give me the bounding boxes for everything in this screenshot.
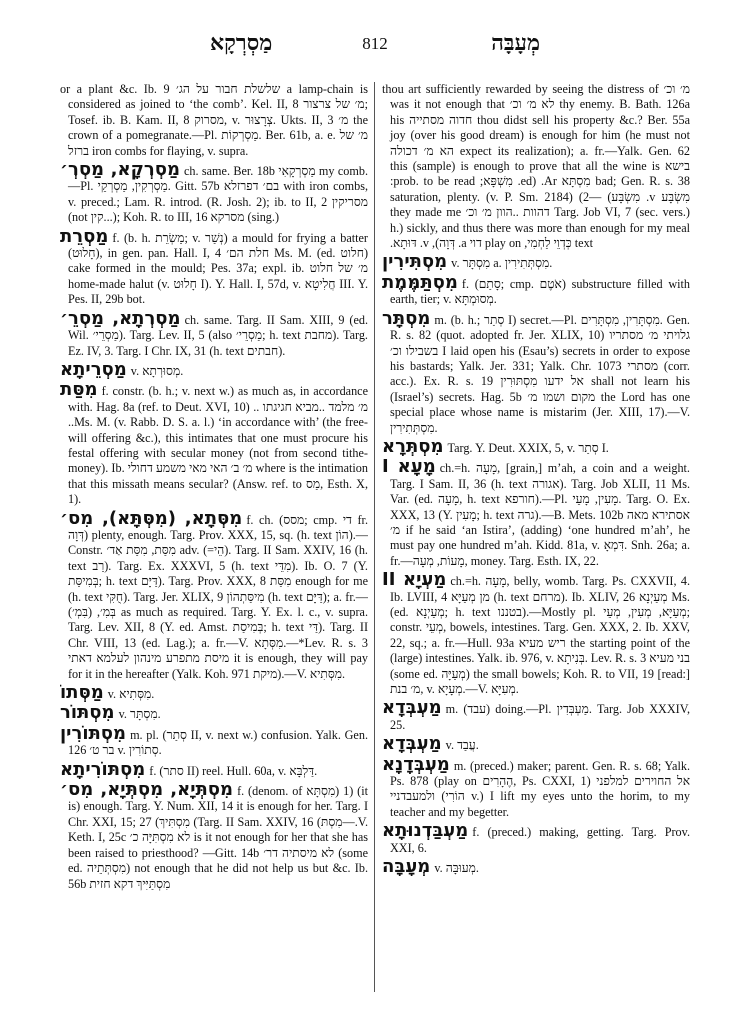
dictionary-entry xyxy=(382,753,690,821)
entry-headword: מָעָא I xyxy=(382,456,436,478)
entry-headword: מַעְבְּדָנָא xyxy=(382,753,450,775)
entry-text: ch. same. Ber. 18b מַסְרְקָאִי my comb.—Pl. מַסְרְקִין, מַסְרְקֵי. Gitt. 57b בם׳ דפרזלא with iron combs, v. preced.; Lam. R. introd. (R. Josh. 2); ib. to II, 2 מסריקין (not קין...); Koh. R. to III, 16 מסרקא (sing.) xyxy=(68,164,368,225)
entry-headword: מִסְתְּרָא xyxy=(382,435,444,457)
entry-headword: מִסְתּוֹרִין xyxy=(60,722,127,744)
entry-headword: מַעְבְּדָא xyxy=(382,733,442,755)
running-head-left: מַסְרְקָא xyxy=(210,30,273,56)
dictionary-entry xyxy=(60,507,368,682)
entry-headword: מִסְתַּמֶּמֶת xyxy=(382,271,458,293)
entry-headword: מִסְתּוֹר xyxy=(60,702,115,724)
entry-text: v. מִסְּתִיא. xyxy=(107,687,155,702)
entry-text: m. (עבד) doing.—Pl. מַעְבְּדִין. Targ. Job XXXIV, 25. xyxy=(390,702,690,732)
dictionary-entry xyxy=(60,722,368,759)
entry-text: f. constr. (b. h.; v. next w.) as much as, in accordance with. Hag. 8a (ref. to Deut. XVI, 10) .. מ׳ מלמד ..מביא חגיגתו ..Ms. M. (v. Rabb. D. S. a. l.) ‘in accordance with’ (the free-will offering &c.), this intimates that one must procure his festal offering with secular money (not from second tithe-money). Ib. מ׳ ב׳ האי מאי משמע דחולי where is the intimation that this missath means secular? (Answ. ref. to מַס, Esth. X, 1). xyxy=(68,384,368,507)
entry-headword: מַעְבַּדְנוּתָא xyxy=(382,820,469,842)
dictionary-entry xyxy=(382,251,690,273)
dictionary-entry xyxy=(60,682,368,704)
dictionary-entry xyxy=(382,435,690,457)
entry-headword: מַסְּתוֹ xyxy=(60,682,104,704)
entry-text: ch. same. Targ. II Sam. XIII, 9 (ed. Wil. מַסְרֵי׳). Targ. Lev. II, 5 (also מַסְרֵי׳; h. text מחבת). Targ. Ez. IV, 3. Targ. I Chr. IX, 31 (h. text חבתים). xyxy=(68,312,368,358)
entry-text: ch.=h. מָעָה, belly, womb. Targ. Ps. CXXVII, 4. Ib. LVIII, 4 מן מְעַיָּא (h. text מרחם). Ib. XLIV, 26 מְעַיְנָא Ms. (ed. מְעַיְנָא; h. text בטננו).—Mostly pl. מְעַיָּא, מְעִין, מְעֵי; constr. מְעֵי, bowels, intestines. Targ. Gen. XXX, 2. Ib. XXV, 22, sq.; a. fr.—Hull. 93a ריש מעיא the starting point of the (large) intestines. Yalk. ib. 976, v. בְּנִיתָא. Lev. R. s. 3 בני מעיא (some ed. מְעַיָּה) the small bowels; Koh. R. to VII, 19 [read:] מ׳ בנת, v. מְעָיָא.—V. מְעִיָּא. xyxy=(390,574,690,697)
entry-headword: מְעָבָּה xyxy=(382,856,431,878)
dictionary-entry xyxy=(382,820,690,856)
entry-text: f. (סָתַם; cmp. אֹטֶם) substructure filled with earth, tier; v. מְסוּמְתָּא. xyxy=(390,276,690,307)
dictionary-entry xyxy=(382,697,690,733)
dictionary-entry xyxy=(382,856,690,878)
dictionary-entry xyxy=(60,379,368,507)
dictionary-entry xyxy=(60,82,368,159)
entry-text: v. מִסְתָּר a. מִסְתְּתִירִין. xyxy=(451,256,553,271)
entry-text: f. (denom. of מִסְתָּא) 1) (it is) enough. Targ. Y. Num. XII, 14 it is enough for her. Targ. I Chr. XXI, 15; 27 (מִסְתִּיךְ (Targ. II Sam. XXIV, 16 (מִסְתּ—.V. Keth. I, 25c לא מִסְתִּיָּה כ׳ is it not enough for her that she has been raised to priesthood? —Gitt. 14b לא מיסתיה דר׳ (some ed. מִסְתְּתֵיה) not enough that he did not help us but &c. Ib. 56b מִסְתַּיִּיךְ דקא חזית xyxy=(68,784,368,891)
entry-headword: מִסְּתָא, (מִסְּתָּא), מִס׳ xyxy=(60,507,243,529)
entry-text: v. עֲבַד. xyxy=(445,738,479,753)
entry-text: Targ. Y. Deut. XXIX, 5, v. סְתַר I. xyxy=(447,440,609,455)
entry-headword: מַסְרֵת xyxy=(60,225,109,247)
dictionary-entry xyxy=(60,358,368,380)
entry-text: ch.=h. מָעָה, [grain,] m’ah, a coin and a weight. Targ. I Sam. II, 36 (h. text אגורה). Targ. Job XLII, 11 Ms. Var. (ed. מָעָה, h. text חורפא).—Pl. מָעִין, מָעֵי. Targ. O. Ex. XXX, 13 (Y. מָעִין; h. text גרה).—B. Mets. 102b אסתירא מאה מ׳ if he said ‘an Istira’, (adding) ‘one hundred m’ah’, he must pay one hundred m’ah. Kidd. 81a, v. דִּמְאָ. Snh. 26a; a. fr.—מָעוֹת, מְעָה, money. Targ. Esth. IX, 22. xyxy=(390,461,690,568)
entry-text: v. מְסוּרְתָא. xyxy=(130,363,184,378)
left-column xyxy=(60,82,368,998)
entry-headword: מִסְתְּיָא, מִסְתְּיָא, מִס׳ xyxy=(60,779,234,801)
entry-text: m. (b. h.; סְתַר I) secret.—Pl. מִסְתָּרִין, מִסְתָּרִים. Gen. R. s. 82 (quot. adopted fr. Jer. XLIX, 10) גלויתי מ׳ מסתריו בשבילו וכ׳ I laid open his (Esau’s) secrets in order to expose his bastards; Yalk. Jer. 331; Yalk. Chr. 1073 מסתרי (corr. acc.). Ex. R. s. 19 אל ידעו מִסְתּוּרִין shall not learn his (Israel’s) secrets. Hag. 5b מקום ושמו מ׳ the Lord has one special place whose name is mistarim (Jer. XIII, 17).—V. מִסְתְּתִירִין. xyxy=(390,312,690,435)
entry-text: f. (preced.) making, getting. Targ. Prov. XXI, 6. xyxy=(390,825,690,855)
page-number: 812 xyxy=(362,34,388,53)
entry-headword: מַסְרְתָא, מַסְרֵ׳ xyxy=(60,307,181,329)
entry-text: f. (b. h. מַשְׂרֵת; v. נְשַׁר) a mould for frying a batter (חָלוּט), in gen. pan. Hall. I, 4 חלת הם׳ Ms. M. (ed. חלוט) cake formed in the mould; Pes. 37a; expl. ib. מ׳ של חלוט home-made halut (v. חָלוּט I). Y. Hall. I, 57d, v. חֲלִיטָא III. Y. Pes. II, 29b bot. xyxy=(68,230,368,307)
right-column xyxy=(382,82,690,998)
entry-text: v. מִסְתָּר. xyxy=(118,707,161,722)
entry-headword: מִסַּת xyxy=(60,379,98,401)
entry-headword: מִסְתִּירִין xyxy=(382,251,448,273)
dictionary-entry xyxy=(60,779,368,892)
running-head-right: מְעָבָּה xyxy=(491,30,540,56)
page-header xyxy=(60,30,690,66)
dictionary-entry xyxy=(60,225,368,308)
dictionary-entry xyxy=(60,702,368,724)
dictionary-entry xyxy=(60,307,368,359)
dictionary-entry xyxy=(382,82,690,251)
entry-text: f. ch. (מסס; cmp. די fr. דְּוָה) plenty, enough. Targ. Prov. XXX, 15, sq. (h. text הוֹן).—Constr. מִסַּת, מִסַּת אַד׳ adv. (=הֵי). Targ. II Sam. XXIV, 16 (h. text רַב). Targ. Ex. XXXVI, 5 (h. text מִדֵּי). Ib. O. 7 (Y. בְּמִיסַּת; h. text דַּיָּם). Targ. Prov. XXX, 8 מִסַּת enough for me (h. text חֻקִּי). Targ. Jer. XLIX, 9 מִיסַּתְהוֹן (h. text דַּיָּם); a. fr.—בְּמִ׳, (בִּמְ׳) as much as required. Targ. Y. Ex. l. c., v. supra. Targ. Lev. XII, 8 (Y. ed. Amst. בְּמִיסַת; h. text דַּי). Targ. II Chr. VIII, 13 (ed. Lag.); a. fr.—V. מִסְּתָא.—*Lev. R. s. 3 מיסת מתפרע מינהון לעלמא דאתי it is enough, they will pay for it in the hereafter (Yalk. Koh. 971 מיקת).—V. מִסְּתִיא. xyxy=(68,512,368,681)
entry-text: or a plant &c. Ib. 9 שלשלת חבור על הג׳ a lamp-chain is considered as joined to ‘the comb’. Kel. II, 8 מ׳ של צרצור; Tosef. ib. B. Kam. II, 8 מסרוק, v. צְרָצוּר. Ukts. II, 3 מ׳ the crown of a pomegranate.—Pl. מַסְרְקוֹת. Ber. 61b, a. e. מ׳ של ברזל iron combs for flaying, v. supra. xyxy=(60,82,368,158)
entry-text: m. pl. (סְתַר II, v. next w.) confusion. Yalk. Gen. 126 בר ט׳ v. סְתוֹרִין. xyxy=(68,727,368,758)
entry-headword: מַסְרְקָא, מַסְרְ׳ xyxy=(60,159,180,181)
entry-headword: מִסְתּוֹרִיתָא xyxy=(60,758,146,780)
dictionary-entry xyxy=(382,271,690,308)
entry-text: מ׳ וכ׳ thou art sufficiently rewarded by seeing the distress of thy enemy. B. Bath. 126a לא מ׳ וכ׳ was it not enough that thou didst sell his property &c.? Ber. 55a חדוה מסתייה his joy (over his good dream) is enough for him (he must not expect its realization); a. fr.—Yalk. Gen. 62 הא מ׳ דכולה בישא this (sample) is enough to prove that all the wine is bad; Gen. R. s. 38 מִסְתָּא Ar. (ed. מִשְׁפָּא; prob. to be read: מִשְׂבָּע v. מִשְׂבָּע) —2) (v. P. Sm. 2184) saturation, plenty. Targ. Job VI, 7 (sec. vers.) דהוות ..הוון מ׳ וכ׳ they made me sickly, and thus there was more than enough for my meal (h. text כְּדְוֵי לַחְמִי, play on דוי a. דְּוָה), v. דּוּתָא. xyxy=(382,82,690,251)
entry-headword: מַעְיָא II xyxy=(382,569,447,591)
entry-text: v. מְעוּבָּה. xyxy=(434,861,479,876)
entry-text: m. (preced.) maker; parent. Gen. R. s. 68; Yalk. Ps. 878 (play on הֶהָרִים, Ps. CXXI, 1) אל החוירים למלפני ולמעבדניי (הוֹרִי v.) I lift my eyes unto the horim, to my teacher and my begetter. xyxy=(390,758,690,819)
entry-headword: מִסְתָּר xyxy=(382,307,431,329)
entry-headword: מַסְרֵיתָא xyxy=(60,358,127,380)
dictionary-entry xyxy=(382,569,690,697)
dictionary-entry xyxy=(382,307,690,436)
column-divider xyxy=(374,82,375,992)
dictionary-entry xyxy=(382,733,690,755)
entry-text: f. (סתר II) reel. Hull. 60a, v. דַּלְבָּא. xyxy=(149,763,318,778)
entry-headword: מַעְבְּדָא xyxy=(382,697,442,719)
dictionary-entry xyxy=(382,456,690,569)
dictionary-entry xyxy=(60,159,368,226)
dictionary-entry xyxy=(60,758,368,780)
